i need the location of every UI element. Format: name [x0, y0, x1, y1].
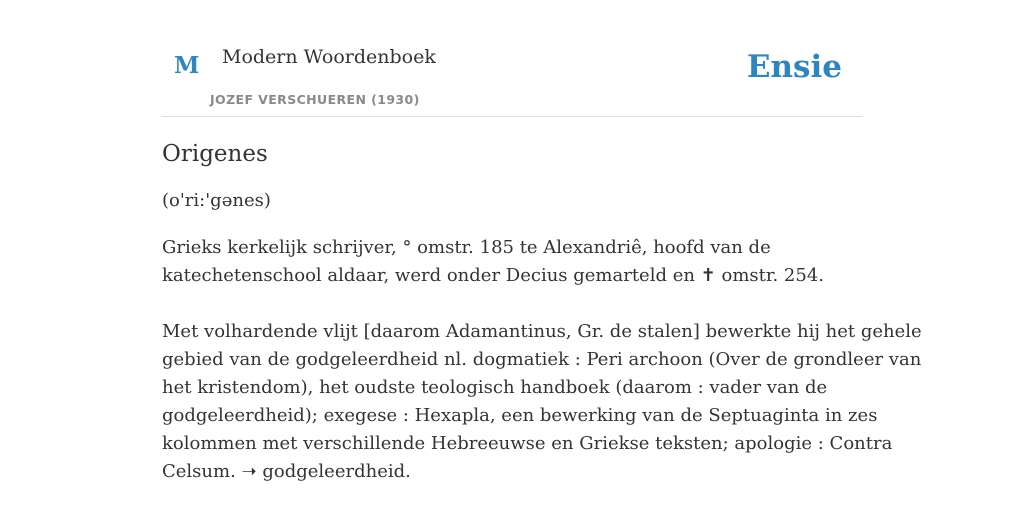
paragraph-line: Met volhardende vlijt [daarom Adamantinus, Gr. de stalen] bewerkte hij het gehele	[162, 321, 922, 342]
entry-pronunciation: (o'ri:'gənes)	[162, 190, 271, 211]
entry-paragraph-2	[162, 318, 922, 486]
entry-title: Origenes	[162, 141, 268, 167]
paragraph-line: Grieks kerkelijk schrijver, ° omstr. 185 te Alexandriê, hoofd van de	[162, 237, 771, 258]
paragraph-line: godgeleerdheid); exegese : Hexapla, een bewerking van de Septuaginta in zes	[162, 405, 878, 426]
entry-paragraph-1	[162, 234, 882, 290]
dictionary-header	[162, 40, 862, 117]
paragraph-line: katechetenschool aldaar, werd onder Decius gemarteld en ✝ omstr. 254.	[162, 265, 825, 286]
crossref-link-godgeleerdheid[interactable]: godgeleerdheid.	[262, 461, 411, 482]
paragraph-line: kolommen met verschillende Hebreeuwse en Griekse teksten; apologie : Contra	[162, 433, 893, 454]
entry-content	[162, 138, 922, 486]
dictionary-author: JOZEF VERSCHUEREN (1930)	[210, 92, 420, 107]
paragraph-text: Celsum.	[162, 461, 242, 482]
arrow-right-icon: ➝	[241, 461, 257, 482]
dictionary-logo[interactable]: M	[174, 52, 200, 79]
paragraph-line-last	[162, 458, 882, 486]
paragraph-line: gebied van de godgeleerdheid nl. dogmatiek : Peri archoon (Over de grondleer van	[162, 349, 922, 370]
paragraph-line: het kristendom), het oudste teologisch handboek (daarom : vader van de	[162, 377, 828, 398]
ensie-brand-link[interactable]: Ensie	[746, 49, 842, 85]
dictionary-title[interactable]: Modern Woordenboek	[222, 46, 436, 68]
